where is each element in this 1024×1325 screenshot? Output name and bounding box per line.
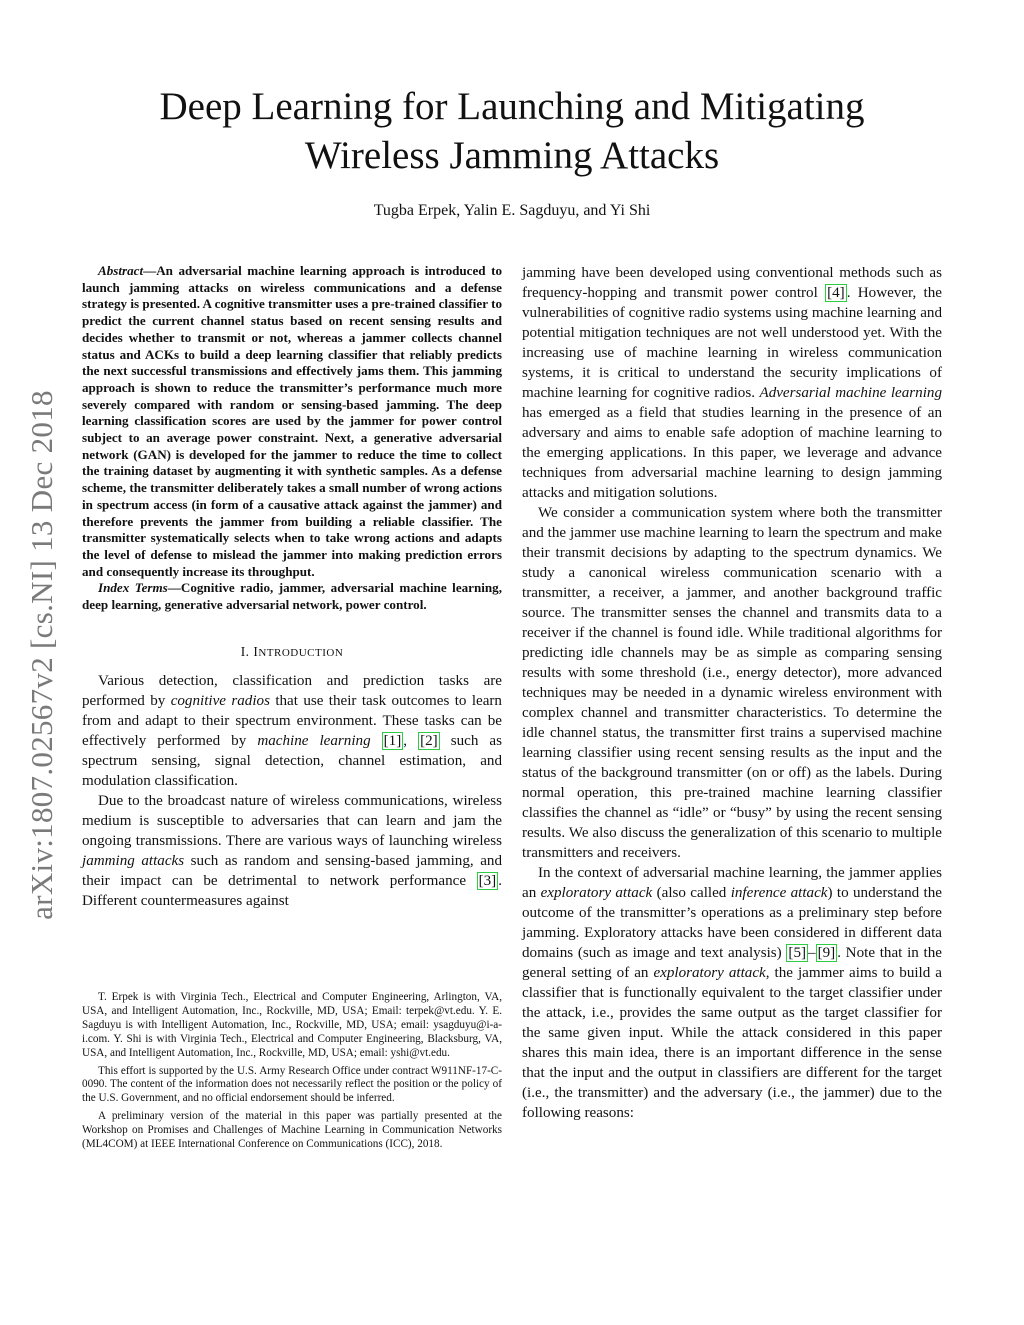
title-line-2: Wireless Jamming Attacks [304,134,720,177]
abstract-text: —An adversarial machine learning approach is introduced to launch jamming attacks on wireless communications and a defense strategy is presented. A cognitive transmitter uses a pre-trained classifier to predict the current channel status based on recent sensing results and decides whether to transmit or not, whereas a jammer collects channel status and ACKs to build a deep learning classifier that reliably predicts the next successful transmissions and effectively jams them. This jamming approach is shown to reduce the transmitter’s performance much more severely compared with random or sensing-based jamming. The deep learning classification scores are used by the jammer for power control subject to an average power constraint. Next, a generative adversarial network (GAN) is developed for the jammer to reduce the time to collect the training dataset by augmenting it with synthetic samples. As a defense scheme, the transmitter deliberately takes a small number of wrong actions in spectrum access (in form of a causative attack against the jammer) and therefore prevents the jammer from building a reliable classifier. The transmitter systematically selects when to take wrong actions and adapts the level of defense to mislead the jammer into making prediction errors and consequently increase its throughput. [82,263,502,579]
footnote-affiliations: T. Erpek is with Virginia Tech., Electrical and Computer Engineering, Arlington, VA, USA, and Intelligent Automation, Inc., Rockville, MD, USA; Email: terpek@vt.edu. Y. E. Sagduyu is with Intelligent Automation, Inc., Rockville, MD, USA; email: ysagduyu@i-a-i.com. Y. Shi is with Virginia Tech., Electrical and Computer Engineering, Blacksburg, VA, USA, and Intelligent Automation, Inc., Rockville, MD, USA; email: yshi@vt.edu. [82,991,502,1059]
citation-link[interactable]: [1] [383,732,402,749]
citation-link[interactable]: [4] [827,285,845,301]
abstract-label: Abstract [98,263,144,278]
citation-link[interactable]: [2] [420,732,438,749]
citation-link[interactable]: [3] [478,872,497,889]
title-line-1: Deep Learning for Launching and Mitigating [159,85,865,128]
arxiv-identifier-text: arXiv:1807.02567v2 [cs.NI] 13 Dec 2018 [24,390,59,920]
intro-paragraph-3: jamming have been developed using conventional methods such as frequency-hopping and transmit power control [4] . However, the vulnerabilities of cognitive radio systems using machine learning and potential mitigation techniques are not well understood yet. With the increasing use of machine learning in wireless communication systems, it is critical to understand the security implications of machine learning for cognitive radios. Adversarial machine learning has emerged as a field that studies learning in the presence of an adversary and aims to enable safe adoption of machine learning to the emerging applications. In this paper, we leverage and advance techniques from adversarial machine learning to design jamming attacks and mitigation solutions. [522,265,942,501]
intro-paragraph-2: Due to the broadcast nature of wireless communications, wireless medium is susceptible to adversaries that can learn and jam the ongoing transmissions. There are various ways of launching wireless jamming attacks such as random and sensing-based jamming, and their impact can be detrimental to network performance [3] . Different countermeasures against [82,792,502,909]
citation-link[interactable]: [5] [788,945,807,961]
index-terms [82,580,502,613]
left-column [82,263,502,911]
intro-paragraph-5: In the context of adversarial machine learning, the jammer applies an exploratory attack (also called inference attack) to understand the outcome of the transmitter’s operations as a preliminary step before jamming. Exploratory attacks have been considered in different data domains (such as image and text analysis) [5] – [9] . Note that in the general setting of an exploratory attack, the jammer aims to build a classifier that is functionally equivalent to the target classifier under the attack, i.e., provides the same output as the target classifier for the same given input. While the attack considered in this paper shares this main idea, there is an important difference in the sense that the input and the output in classifiers are different for the target (i.e., the transmitter) and the adversary (i.e., the jammer) due to the following reasons: [522,865,942,1121]
arxiv-identifier [22,360,62,950]
intro-paragraph-1: Various detection, classification and prediction tasks are performed by cognitive radios that use their task outcomes to learn from and adapt to their spectrum environment. These tasks can be effectively performed by machine learning [1] , [2] such as spectrum sensing, signal detection, channel estimation, and modulation classification. [82,672,502,789]
abstract [82,263,502,580]
footnotes [82,991,502,1156]
citation-link[interactable]: [9] [817,945,836,961]
index-terms-label: Index Terms [98,580,168,596]
right-column [522,263,942,1123]
author-list: Tugba Erpek, Yalin E. Sagduyu, and Yi Shi [373,202,651,219]
footnote-preliminary-version: A preliminary version of the material in this paper was partially presented at the Workshop on Promises and Challenges of Machine Learning in Communication Networks (ML4COM) at IEEE International Conference on Communications (ICC), 2018. [82,1110,502,1151]
index-terms-text: —Cognitive radio, jammer, adversarial machine learning, deep learning, generative adversarial network, power control. [82,580,503,613]
intro-paragraph-4: We consider a communication system where both the transmitter and the jammer use machine learning to learn the spectrum and make their transmit decisions by adapting to the spectrum dynamics. We study a canonical wireless communication scenario with a transmitter, a receiver, a jammer, and another background traffic source. The transmitter senses the channel and transmits data to a receiver if the channel is found idle. While traditional algorithms for predicting idle channels may be as simple as comparing sensing results with some threshold (i.e., energy detector), more advanced techniques may be needed in a dynamic wireless environment with complex channel and transmitter characteristics. To determine the idle channel status, the transmitter first trains a supervised machine learning classifier using recent sensing results as the input and the status of the background transmitter (on or off) as the labels. During normal operation, this pre-trained machine learning classifier classifies the channel as “idle” or “busy” by using the recent sensing results. We also discuss the generalization of this scenario to multiple transmitters and receivers. [522,505,942,861]
footnote-funding: This effort is supported by the U.S. Army Research Office under contract W911NF-17-C-0090. The content of the information does not necessarily reflect the position or the policy of the U.S. Government, and no official endorsement should be inferred. [82,1064,502,1105]
section-heading-introduction: I. INTRODUCTION [240,643,344,659]
paper-title [100,82,924,180]
